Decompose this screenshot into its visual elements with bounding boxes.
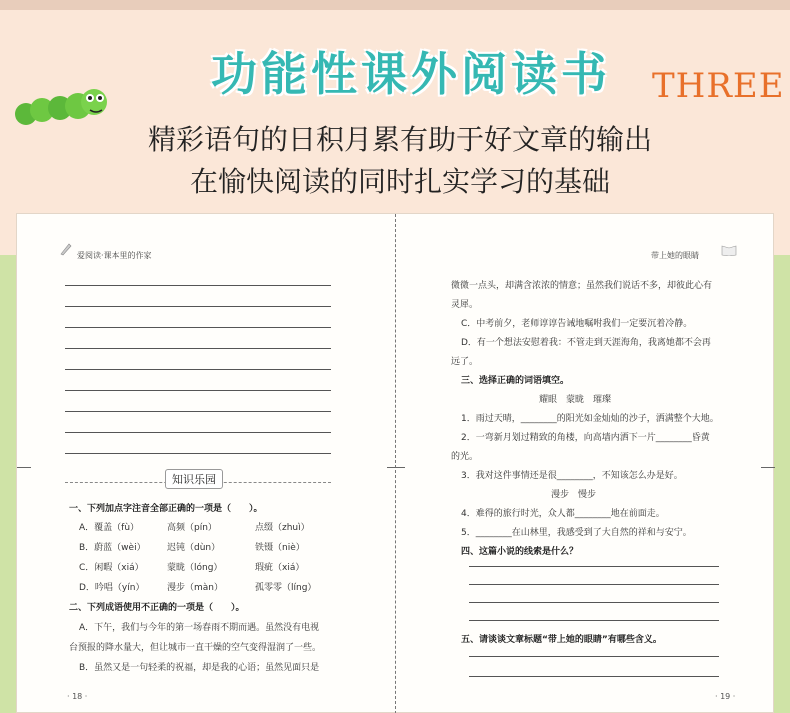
writing-line (65, 390, 331, 391)
option: 蒙眬（lóng） (167, 563, 223, 573)
question-5-title: 五、请谈谈文章标题“带上她的眼睛”有哪些含义。 (461, 635, 662, 645)
right-page (451, 214, 741, 713)
option: 漫步（màn） (167, 583, 223, 593)
crop-mark (387, 467, 405, 468)
text-line: 微微一点头，却满含浓浓的情意；虽然我们说话不多，却彼此心有 (451, 281, 713, 291)
text-line: A．下午，我们与今年的第一场春雨不期而遇。虽然没有电视 (79, 623, 320, 633)
text-line: D．有一个想法安慰着我：不管走到天涯海角，我离她都不会再 (461, 338, 711, 348)
option: A．覆盖（fù） (79, 523, 140, 533)
three-tag: THREE (652, 66, 785, 106)
writing-line (65, 348, 331, 349)
text-line: C．中考前夕，老师谆谆告诫地嘱咐我们一定要沉着冷静。 (461, 319, 693, 329)
question-4-title: 四、这篇小说的线索是什么？ (461, 547, 579, 557)
book-icon (721, 244, 737, 256)
running-head: 带上她的眼睛 (651, 251, 699, 260)
writing-line (65, 306, 331, 307)
q1-option-row (79, 580, 343, 593)
writing-line (469, 584, 719, 585)
writing-line (469, 602, 719, 603)
text-line: 3．我对这件事情还是很________，不知该怎么办是好。 (461, 471, 683, 481)
writing-line (65, 432, 331, 433)
crop-mark (17, 467, 31, 468)
page-number: · 18 · (67, 692, 88, 701)
caterpillar-icon (12, 80, 112, 140)
writing-line (65, 327, 331, 328)
text-line: 远了。 (451, 357, 479, 367)
question-3-title: 三、选择正确的词语填空。 (461, 376, 570, 386)
headline: 功能性课外阅读书 (211, 47, 611, 101)
subline-2: 在愉快阅读的同时扎实学习的基础 (189, 165, 610, 198)
option: B．蔚蓝（wèi） (79, 543, 146, 553)
page-number: · 19 · (715, 692, 736, 701)
top-strip (0, 0, 790, 10)
writing-line (469, 656, 719, 657)
text-line: 2．一弯新月划过精致的角楼，向高墙内洒下一片________昏黄 (461, 433, 710, 443)
writing-line (65, 411, 331, 412)
option: 铁镊（niè） (255, 543, 305, 553)
writing-line (469, 566, 719, 567)
option: 高频（pín） (167, 523, 217, 533)
writing-line (65, 369, 331, 370)
section-badge: 知识乐园 (165, 469, 223, 489)
crop-mark (761, 467, 775, 468)
choice-words: 耀眼 蒙眬 璀璨 (539, 395, 612, 405)
text-line: B．虽然又是一句轻柔的祝福，却是我的心语；虽然见面只是 (79, 663, 320, 673)
q1-option-row (79, 520, 343, 533)
option: 孤零零（líng） (255, 583, 317, 593)
writing-line (469, 676, 719, 677)
text-line: 1．雨过天晴，________的阳光如金灿灿的沙子，洒满整个大地。 (461, 414, 719, 424)
q1-option-row (79, 560, 343, 573)
question-2-title: 二、下列成语使用不正确的一项是（ ）。 (69, 603, 245, 613)
left-page (59, 214, 339, 713)
writing-line (469, 620, 719, 621)
choice-words: 漫步 慢步 (551, 490, 597, 500)
book-spread (16, 213, 774, 713)
question-1-title: 一、下列加点字注音全部正确的一项是（ ）。 (69, 504, 263, 514)
q1-option-row (79, 540, 343, 553)
pencil-icon (59, 242, 73, 256)
writing-line (65, 453, 331, 454)
text-line: 5．________在山林里，我感受到了大自然的祥和与安宁。 (461, 528, 692, 538)
option: 迟钝（dùn） (167, 543, 221, 553)
text-line: 的光。 (451, 452, 479, 462)
option: C．闲暇（xiá） (79, 563, 144, 573)
writing-line (65, 285, 331, 286)
option: D．吟唱（yín） (79, 583, 145, 593)
option: 点缀（zhuì） (255, 523, 310, 533)
subline-1: 精彩语句的日积月累有助于好文章的输出 (147, 123, 652, 156)
text-line: 台预报的降水量大，但让城市一直干燥的空气变得湿润了一些。 (69, 643, 322, 653)
option: 瑕疵（xiá） (255, 563, 305, 573)
text-line: 灵犀。 (451, 300, 479, 310)
running-head: 爱阅读·课本里的作家 (77, 251, 152, 260)
text-line: 4．难得的旅行时光，众人都________地在前面走。 (461, 509, 665, 519)
spine-divider (395, 214, 396, 713)
